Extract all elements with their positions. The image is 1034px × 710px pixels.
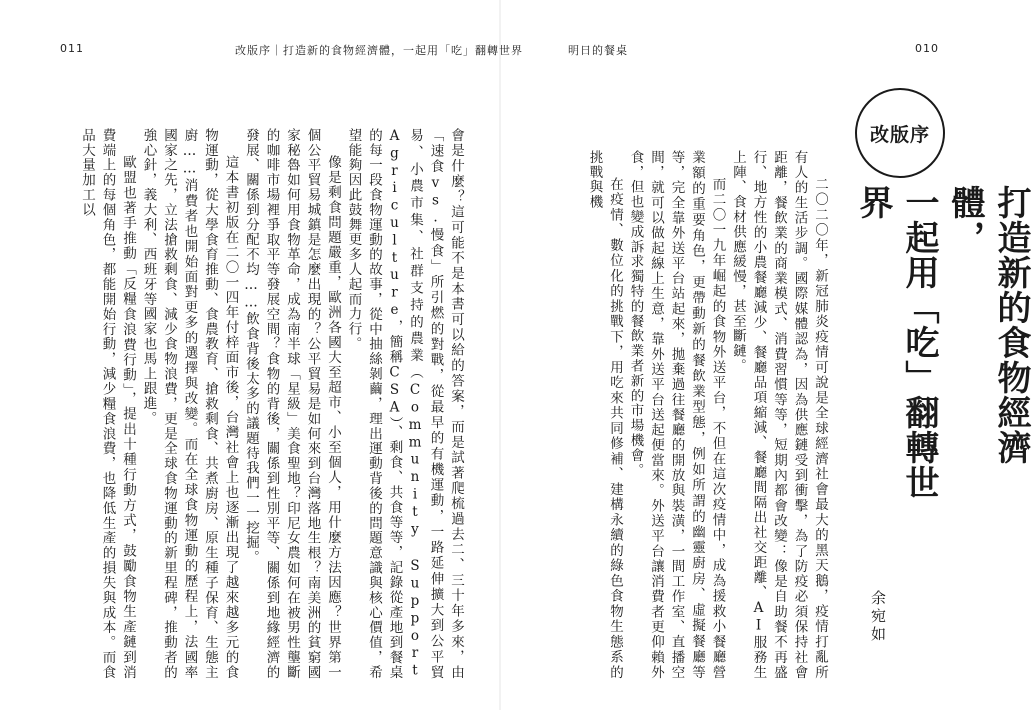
left-page-number: 011 (60, 42, 84, 55)
paragraph: 這本書初版在二〇一四年付梓面市後，台灣社會上也逐漸出現了越來越多元的食物運動，從大學食育推動、食農教育、搶救剩食、共煮廚房、原生種子保育、生態主廚……消費者也開始面對更多的選擇與改變。而在全球食物運動的歷程上，法國率國家之先，立法搶救剩食、減少食物浪費，更是全球食物運動的新里程碑，推動者的強心針，義大利、西班牙等國家也馬上跟進。 (140, 128, 239, 680)
paragraph: 二〇二〇年，新冠肺炎疫情可說是全球經濟社會最大的黑天鵝，疫情打亂所有人的生活步調。國際媒體認為，因為供應鏈受到衝擊，為了防疫必須保持社會距離，餐飲業的商業模式、消費習慣等等，短期內都會改變：像是自助餐不再盛行、地方性的小農餐廳減少、餐廳品項縮減、餐廳間隔出社交距離、AI服務生上陣、食材供應緩慢，甚至斷鏈。 (730, 150, 828, 680)
left-running-title: 改版序｜打造新的食物經濟體，一起用「吃」翻轉世界 (235, 44, 523, 57)
paragraph: 在疫情、數位化的挑戰下，用吃來共同修補、建構永續的綠色食物生態系的挑戰與機 (586, 150, 623, 680)
paragraph: 像是剩食問題嚴重，歐洲各國大至超市、小至個人，用什麼方法因應？世界第一個公平貿易城鎮是怎麼出現的？公平貿易是如何來到台灣落地生根？南美洲的貧窮國家秘魯如何用食物革命，成為南半球「星級」美食聖地？印尼女農如何在被男性壟斷的咖啡市場裡爭取平等發展空間？食物的背後，關係到性別平等、關係到地緣經濟的發展、關係到分配不均……飲食背後太多的議題待我們一一挖掘。 (243, 128, 341, 680)
right-page-number: 010 (915, 42, 939, 55)
right-page-body (568, 150, 830, 680)
page-gutter (499, 0, 501, 710)
paragraph: 歐盟也著手推動「反糧食浪費行動」，提出十種行動方式，鼓勵食物生產鏈到消費端上的每個角色，都能開始行動，減少糧食浪費，也降低生產的損失與成本。而食品大量加工以 (79, 128, 136, 680)
paragraph: 會是什麼？這可能不是本書可以給的答案，而是試著爬梳過去二、三十年多來，由「速食vs.慢食」所引燃的對戰，從最早的有機運動，一路延伸擴大到公平貿易、小農市集、社群支持的農業（Community Support Agriculture，簡稱CSA）、剩食、共食等等，記錄從產地到餐桌的每一段食物運動的故事，從中抽絲剝繭，理出運動背後的問題意識與核心價值，希望能夠因此鼓舞更多人起而力行。 (345, 128, 464, 680)
chapter-title-line-1: 打造新的食物經濟體， (945, 185, 1031, 465)
chapter-title (850, 185, 1034, 505)
author-name: 余宛如 (869, 590, 887, 644)
paragraph: 而二〇一九年崛起的食物外送平台，不但在這次疫情中，成為援救小餐廳營業額的重要角色，更帶動新的餐飲業型態，例如所謂的幽靈廚房、虛擬餐廳等等，完全靠外送平台站起來，拋棄過往餐廳的開放與裝潢，一間工作室、直播空間，就可以做起線上生意，靠外送平台送起便當來。外送平台讓消費者更仰賴外食，但也變成訴求獨特的餐飲業者新的市場機會。 (627, 150, 726, 680)
left-page-body (58, 128, 466, 680)
right-running-title: 明日的餐桌 (568, 44, 628, 57)
chapter-badge: 改版序 (855, 88, 945, 178)
chapter-title-line-2: 一起用「吃」翻轉世界 (853, 185, 939, 500)
